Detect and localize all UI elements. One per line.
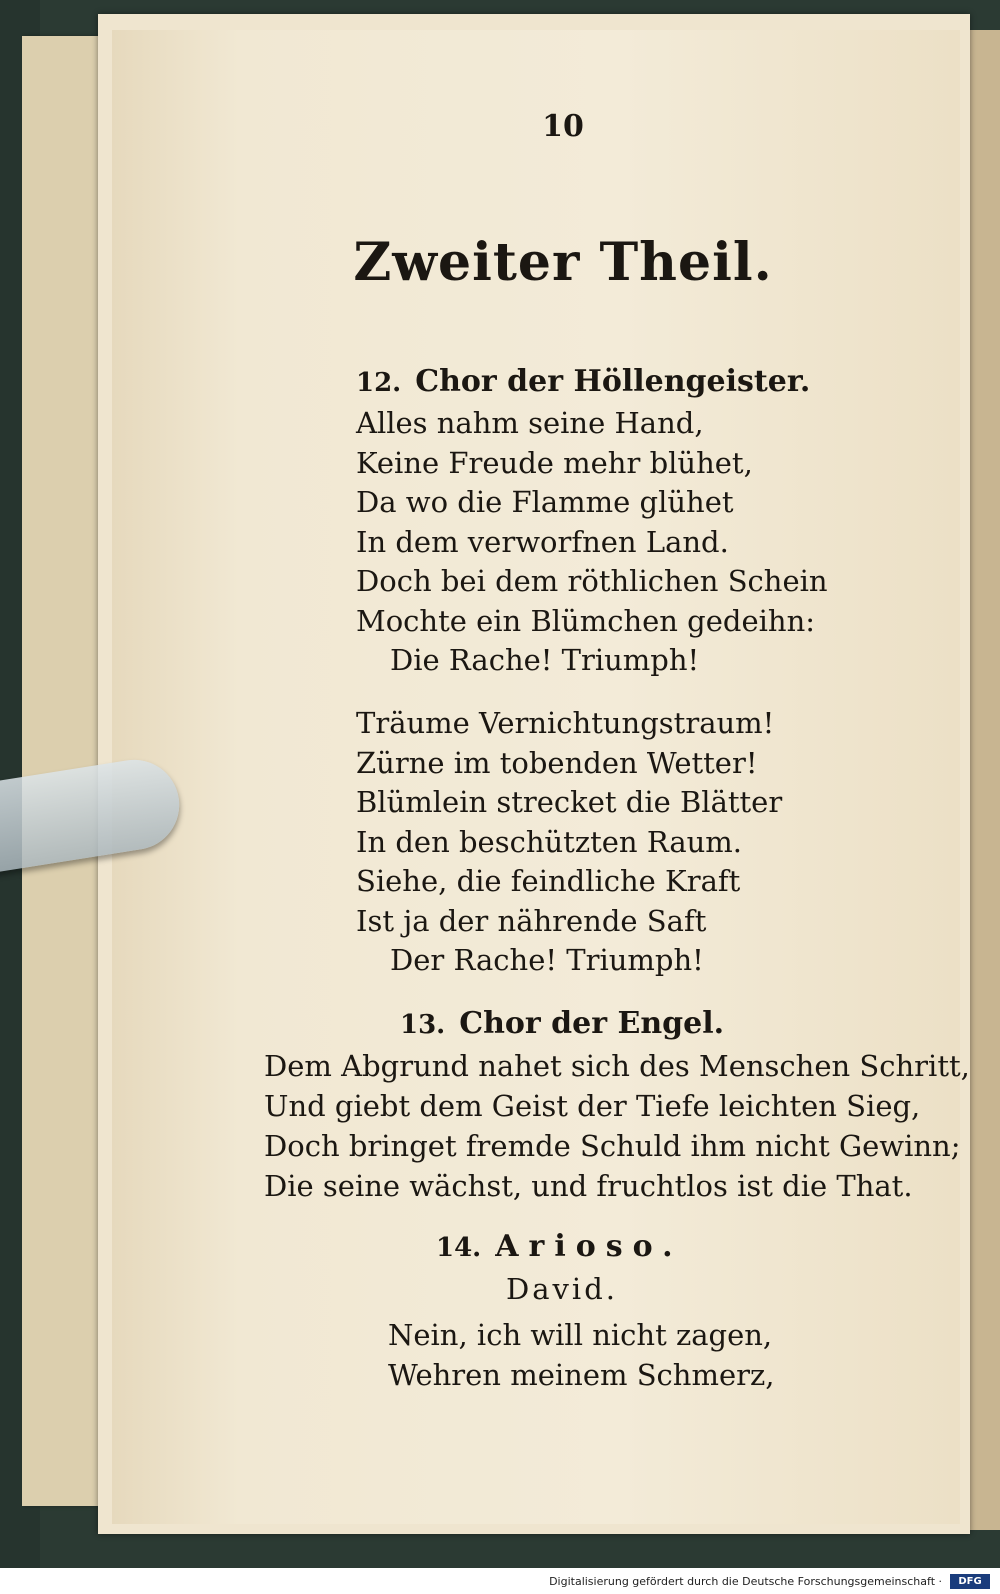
section-title: Chor der Höllengeister. (415, 364, 811, 399)
page-number: 10 (542, 109, 584, 144)
dfg-logo: DFG (950, 1574, 990, 1589)
verse-line: Siehe, die feindliche Kraft (356, 864, 741, 898)
book-page (98, 14, 970, 1534)
section-number: 14. (436, 1233, 482, 1263)
section-heading-14 (436, 1229, 683, 1264)
section-title: Arioso. (495, 1229, 683, 1264)
section-heading-12 (356, 364, 810, 399)
footer-credit: Digitalisierung gefördert durch die Deutsche Forschungsgemeinschaft · (549, 1575, 942, 1588)
stanza-13 (264, 1046, 970, 1206)
part-title: Zweiter Theil. (353, 232, 773, 293)
verse-line: Doch bei dem röthlichen Schein (356, 564, 828, 598)
verse-line: Dem Abgrund nahet sich des Menschen Schritt, (264, 1049, 970, 1083)
verse-line: Der Rache! Triumph! (390, 943, 704, 977)
verse-line: Träume Vernichtungstraum! (356, 706, 775, 740)
verse-line: Mochte ein Blümchen gedeihn: (356, 603, 816, 638)
section-heading-13 (400, 1006, 724, 1041)
verse-line: In den beschützten Raum. (356, 824, 743, 859)
verse-line: Ist ja der nährende Saft (356, 903, 707, 938)
verse-line: In dem verworfnen Land. (356, 524, 729, 559)
verse-line: Da wo die Flamme glühet (356, 485, 734, 519)
stanza-14 (388, 1316, 775, 1395)
verse-line: Die seine wächst, und fruchtlos ist die That. (264, 1169, 913, 1203)
speaker-name: David. (506, 1272, 618, 1306)
section-number: 12. (356, 368, 402, 398)
verse-line: Doch bringet fremde Schuld ihm nicht Gewinn; (264, 1129, 961, 1163)
section-number: 13. (400, 1010, 446, 1040)
verse-line: Wehren meinem Schmerz, (388, 1357, 775, 1392)
stanza-1 (356, 404, 828, 681)
verse-line: Zürne im tobenden Wetter! (356, 745, 758, 780)
digitization-footer (0, 1568, 1000, 1594)
verse-line: Alles nahm seine Hand, (356, 406, 704, 440)
verse-line: Blümlein strecket die Blätter (356, 785, 783, 819)
verse-line: Keine Freude mehr blühet, (356, 445, 753, 480)
verse-line: Und giebt dem Geist der Tiefe leichten Sieg, (264, 1089, 921, 1123)
stanza-2 (356, 704, 782, 981)
verse-line: Nein, ich will nicht zagen, (388, 1318, 773, 1352)
page-content (98, 14, 970, 1534)
section-title: Chor der Engel. (459, 1006, 725, 1041)
verse-line: Die Rache! Triumph! (390, 643, 700, 677)
